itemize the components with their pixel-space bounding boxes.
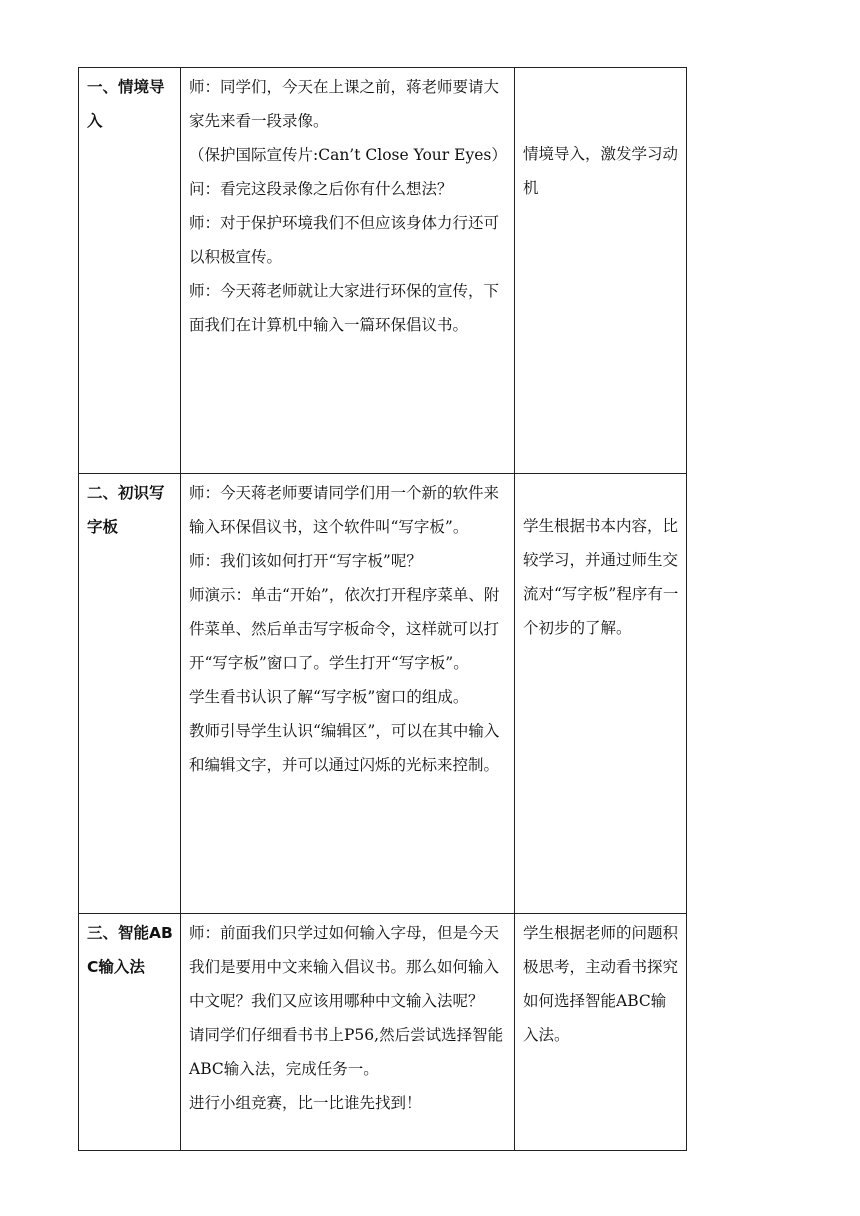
process-paragraph: 问：看完这段录像之后你有什么想法？ — [189, 180, 453, 198]
section-title: 三、智能ABC输入法 — [79, 914, 181, 1151]
table-row — [79, 914, 687, 1151]
teaching-process-cell — [181, 68, 515, 474]
teaching-process-cell — [181, 914, 515, 1151]
lesson-plan-table — [78, 67, 687, 1151]
process-paragraph: 师：今天蒋老师就让大家进行环保的宣传，下面我们在计算机中输入一篇环保倡议书。 — [189, 282, 500, 334]
process-paragraph: 师：今天蒋老师要请同学们用一个新的软件来输入环保倡议书，这个软件叫“写字板”。 — [189, 484, 500, 536]
process-paragraph: 师：前面我们只学过如何输入字母，但是今天我们是要用中文来输入倡议书。那么如何输入中文呢？我们又应该用哪种中文输入法呢？ — [189, 924, 500, 1010]
process-paragraph: 师：对于保护环境我们不但应该身体力行还可以积极宣传。 — [189, 214, 500, 266]
process-paragraph: 教师引导学生认识“编辑区”，可以在其中输入和编辑文字，并可以通过闪烁的光标来控制。 — [189, 722, 500, 774]
teaching-process-cell — [181, 474, 515, 914]
process-paragraph: 师：我们该如何打开“写字板”呢？ — [189, 552, 422, 570]
process-paragraph: （保护国际宣传片:Can’t Close Your Eyes） — [189, 146, 507, 164]
table-row — [79, 474, 687, 914]
design-intent-cell: 情境导入，激发学习动机 — [515, 68, 687, 474]
process-paragraph: 进行小组竞赛，比一比谁先找到！ — [189, 1094, 422, 1112]
design-intent-cell: 学生根据老师的问题积极思考，主动看书探究如何选择智能ABC输入法。 — [515, 914, 687, 1151]
process-paragraph: 师演示：单击“开始”，依次打开程序菜单、附件菜单、然后单击写字板命令，这样就可以打开“写字板”窗口了。学生打开“写字板”。 — [189, 586, 500, 672]
design-intent-cell: 学生根据书本内容，比较学习，并通过师生交流对“写字板”程序有一个初步的了解。 — [515, 474, 687, 914]
table-row — [79, 68, 687, 474]
process-paragraph: 请同学们仔细看书书上P56,然后尝试选择智能ABC输入法，完成任务一。 — [189, 1026, 504, 1078]
section-title: 二、初识写字板 — [79, 474, 181, 914]
process-paragraph: 学生看书认识了解“写字板”窗口的组成。 — [189, 688, 469, 706]
section-title: 一、情境导入 — [79, 68, 181, 474]
process-paragraph: 师：同学们，今天在上课之前，蒋老师要请大家先来看一段录像。 — [189, 78, 500, 130]
